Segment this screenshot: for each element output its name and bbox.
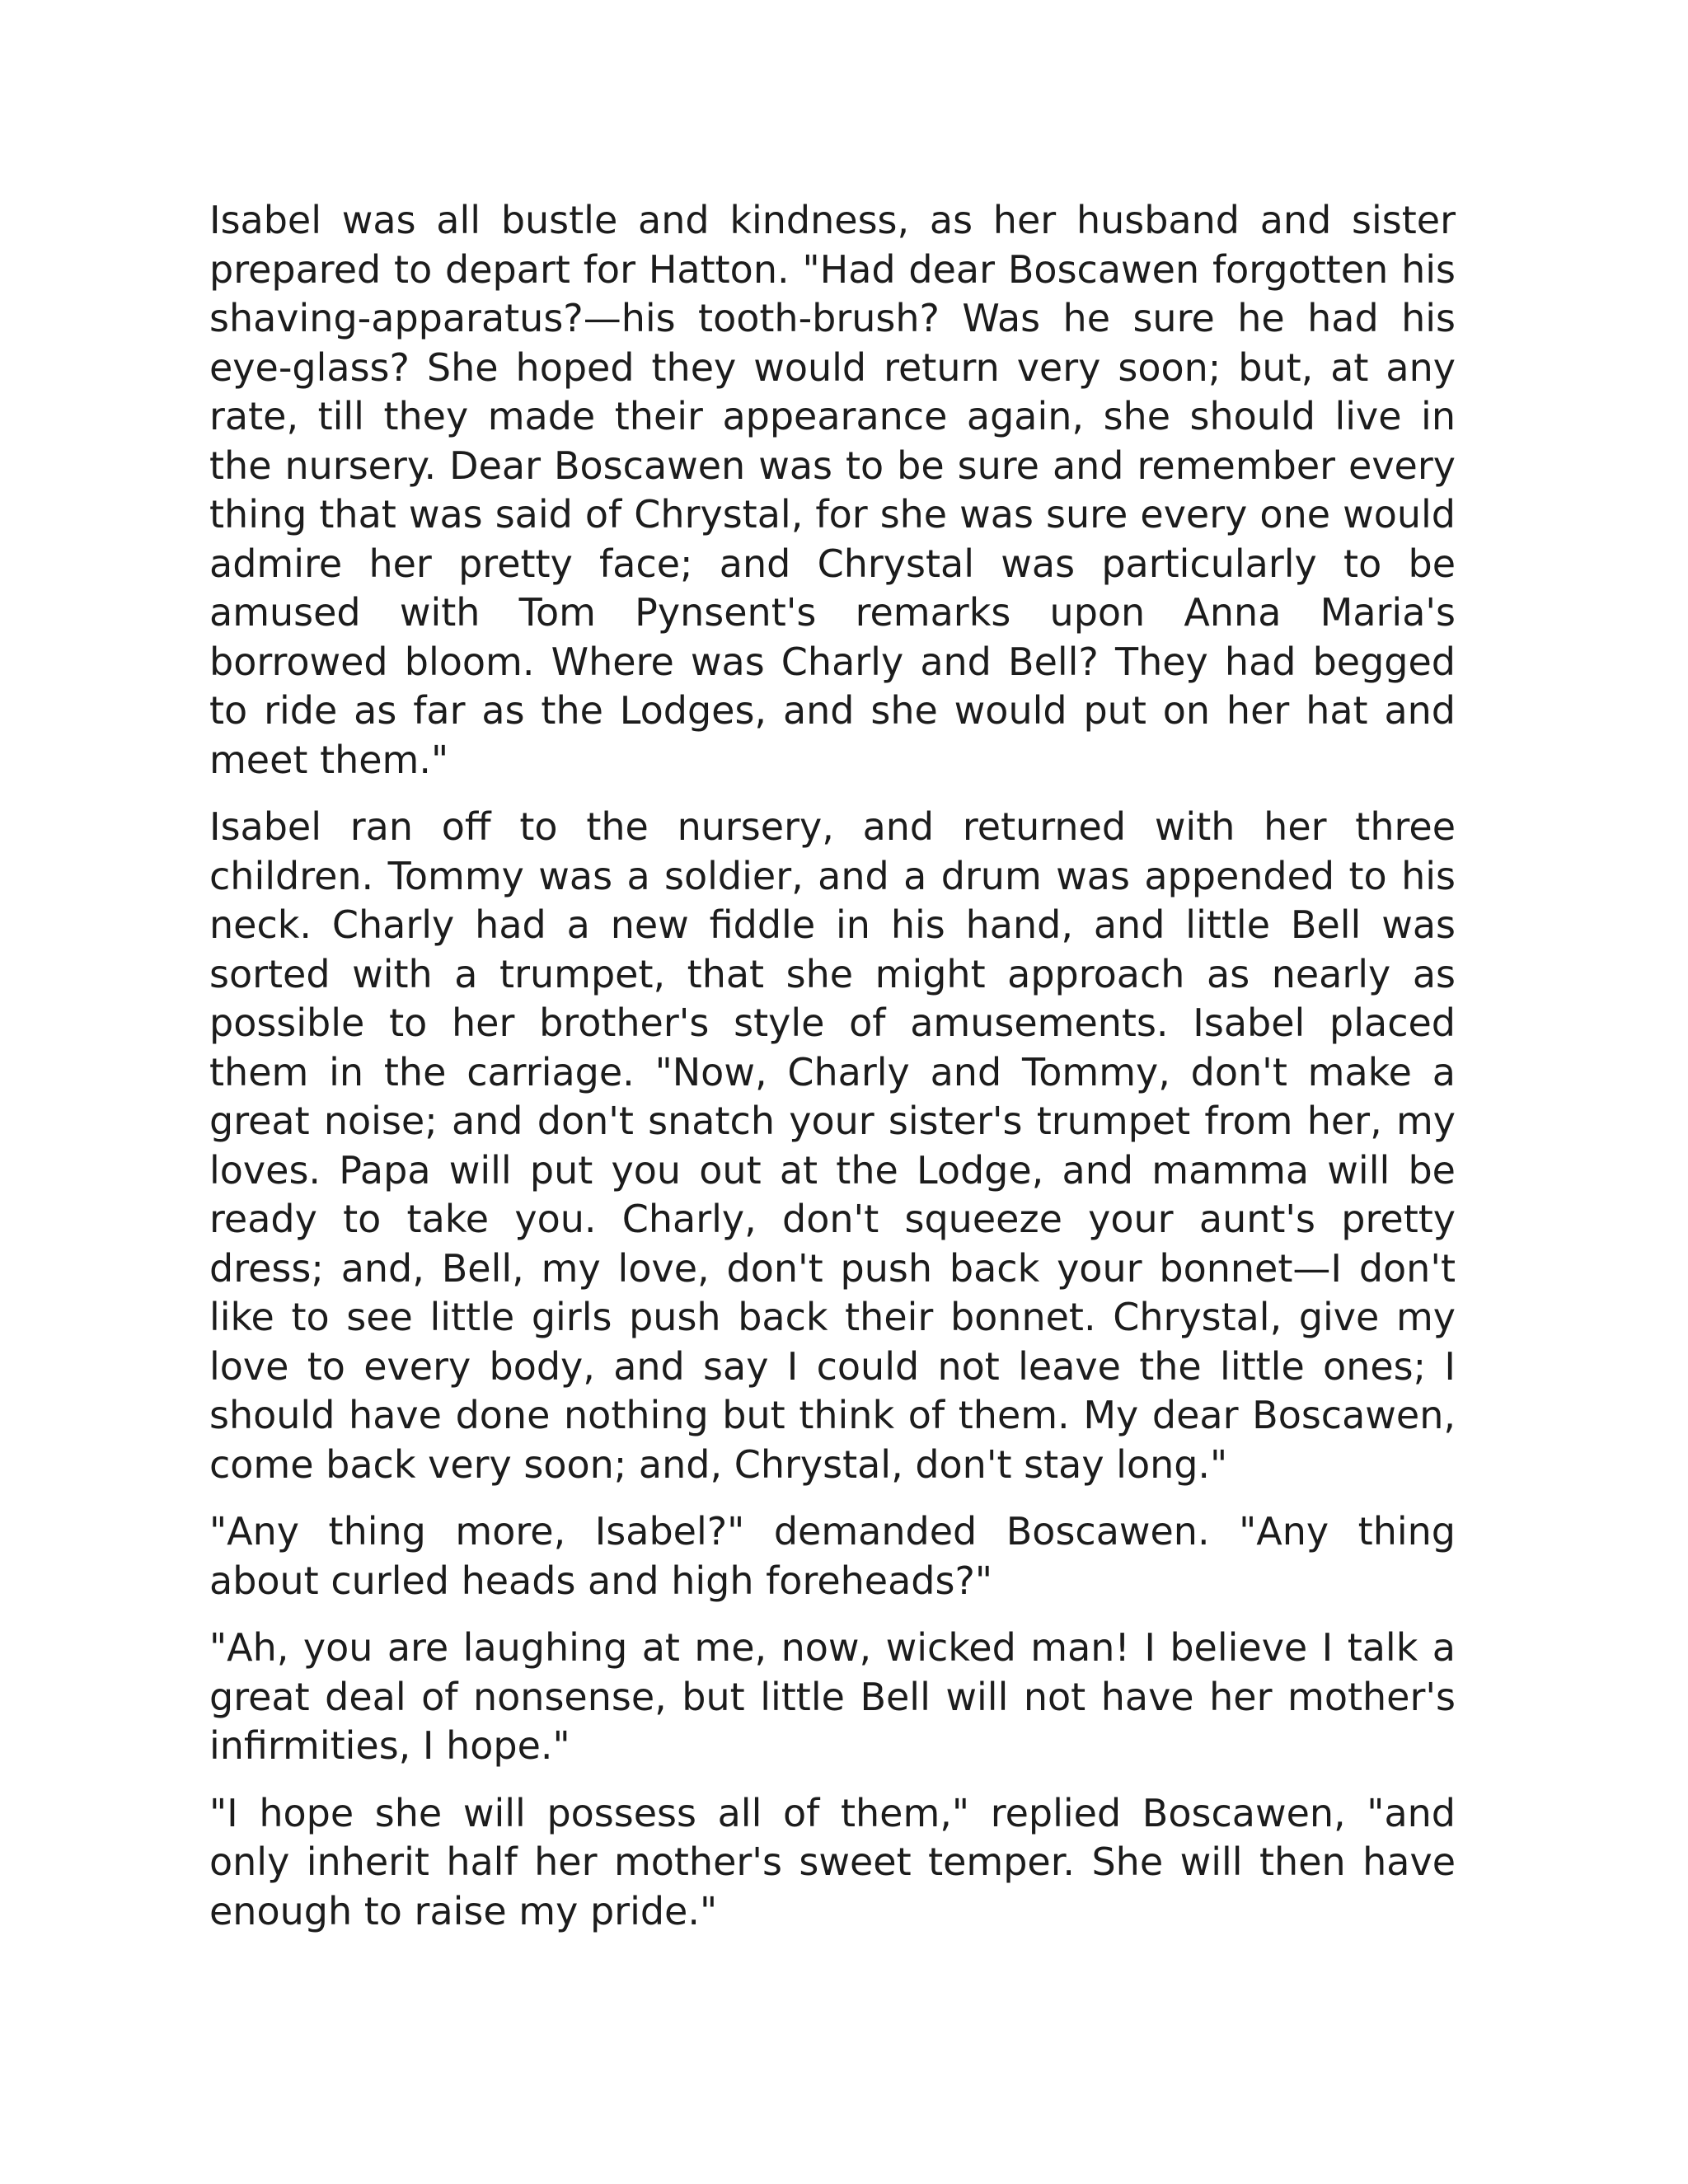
paragraph: "I hope she will possess all of them," replied Boscawen, "and only inherit half her mother's sweet temper. She will then have enough to raise my pride." bbox=[209, 1790, 1456, 1933]
page-text bbox=[209, 196, 1456, 1954]
paragraph: "Ah, you are laughing at me, now, wicked man! I believe I talk a great deal of nonsense, but little Bell will not have her mother's infirmities, I hope." bbox=[209, 1625, 1456, 1768]
paragraph: "Any thing more, Isabel?" demanded Boscawen. "Any thing about curled heads and high foreheads?" bbox=[209, 1509, 1456, 1603]
paragraph: Isabel was all bustle and kindness, as her husband and sister prepared to depart for Hatton. "Had dear Boscawen forgotten his shaving-apparatus?—his tooth-brush? Was he sure he had his eye-glass? She hoped they would return very soon; but, at any rate, till they made their appearance again, she should live in the nursery. Dear Boscawen was to be sure and remember every thing that was said of Chrystal, for she was sure every one would admire her pretty face; and Chrystal was particularly to be amused with Tom Pynsent's remarks upon Anna Maria's borrowed bloom. Where was Charly and Bell? They had begged to ride as far as the Lodges, and she would put on her hat and meet them." bbox=[209, 198, 1456, 782]
paragraph: Isabel ran off to the nursery, and returned with her three children. Tommy was a soldier, and a drum was appended to his neck. Charly had a new fiddle in his hand, and little Bell was sorted with a trumpet, that she might approach as nearly as possible to her brother's style of amusements. Isabel placed them in the carriage. "Now, Charly and Tommy, don't make a great noise; and don't snatch your sister's trumpet from her, my loves. Papa will put you out at the Lodge, and mamma will be ready to take you. Charly, don't squeeze your aunt's pretty dress; and, Bell, my love, don't push back your bonnet—I don't like to see little girls push back their bonnet. Chrystal, give my love to every body, and say I could not leave the little ones; I should have done nothing but think of them. My dear Boscawen, come back very soon; and, Chrystal, don't stay long." bbox=[209, 804, 1456, 1487]
